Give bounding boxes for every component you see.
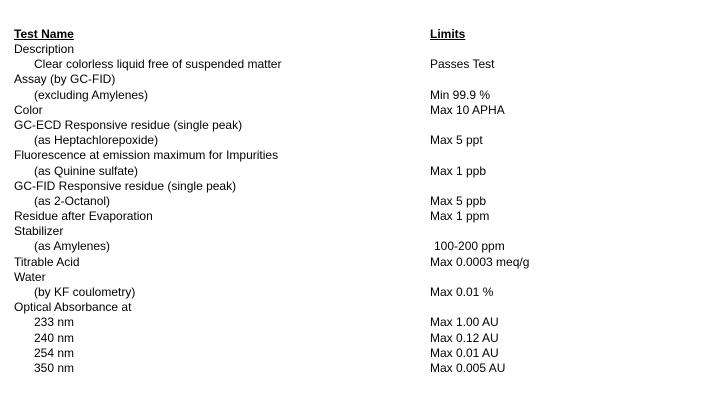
table-row [14, 255, 704, 270]
table-row [14, 361, 704, 376]
test-limit: Max 10 APHA [430, 102, 505, 117]
table-row [14, 209, 704, 224]
table-row [14, 285, 704, 300]
test-limit: Max 0.0003 meq/g [430, 254, 530, 269]
test-name: (as Amylenes) [34, 239, 111, 254]
test-limit: Max 0.01 % [430, 285, 494, 299]
table-row [14, 72, 704, 87]
table-row [14, 88, 704, 103]
test-limit: Max 0.01 AU [430, 345, 499, 360]
test-name: (as Quinine sulfate) [34, 163, 139, 178]
test-name: Stabilizer [14, 224, 64, 239]
test-name: (by KF coulometry) [34, 285, 136, 299]
table-row [14, 270, 704, 285]
table-row [14, 300, 704, 315]
specification-table [14, 26, 704, 376]
test-limit: Max 1 ppb [430, 163, 487, 178]
test-name: Residue after Evaporation [14, 209, 153, 224]
table-row [14, 179, 704, 194]
test-name: Clear colorless liquid free of suspended matter [34, 57, 282, 72]
limits-header: Limits [430, 27, 466, 41]
table-row [14, 194, 704, 209]
table-header [14, 26, 704, 42]
table-row [14, 103, 704, 118]
test-name: 350 nm [34, 360, 75, 375]
test-name: 240 nm [34, 330, 75, 345]
test-limit: Max 0.005 AU [430, 360, 506, 375]
test-name: Titrable Acid [14, 254, 80, 269]
test-name: GC-ECD Responsive residue (single peak) [14, 117, 243, 132]
test-limit: Max 1.00 AU [430, 315, 499, 330]
test-name: 233 nm [34, 315, 75, 330]
table-row [14, 224, 704, 239]
test-limit: Min 99.9 % [430, 87, 491, 102]
table-row [14, 133, 704, 148]
table-row [14, 164, 704, 179]
table-row [14, 118, 704, 133]
test-limit: Max 5 ppb [430, 193, 487, 208]
test-limit: 100-200 ppm [434, 239, 505, 254]
table-row [14, 346, 704, 361]
table-row [14, 315, 704, 330]
test-name: Color [14, 102, 43, 117]
test-name: Water [14, 269, 46, 284]
test-name: Fluorescence at emission maximum for Impurities [14, 148, 279, 163]
test-name: 254 nm [34, 345, 75, 360]
test-limit: Max 1 ppm [430, 209, 490, 224]
test-name: Description [14, 42, 75, 56]
test-name: (as Heptachlorepoxide) [34, 133, 159, 148]
test-name: Optical Absorbance at [14, 300, 132, 315]
test-name-header: Test Name [14, 27, 74, 41]
test-limit: Max 0.12 AU [430, 330, 499, 345]
table-row [14, 57, 704, 72]
test-limit: Max 5 ppt [430, 133, 483, 148]
test-name: (excluding Amylenes) [34, 87, 149, 102]
table-row [14, 148, 704, 163]
table-row [14, 331, 704, 346]
test-name: GC-FID Responsive residue (single peak) [14, 178, 237, 193]
test-name: (as 2-Octanol) [34, 193, 111, 208]
table-row [14, 42, 704, 57]
test-limit: Passes Test [430, 57, 495, 72]
table-row [14, 239, 704, 254]
test-name: Assay (by GC-FID) [14, 72, 116, 87]
